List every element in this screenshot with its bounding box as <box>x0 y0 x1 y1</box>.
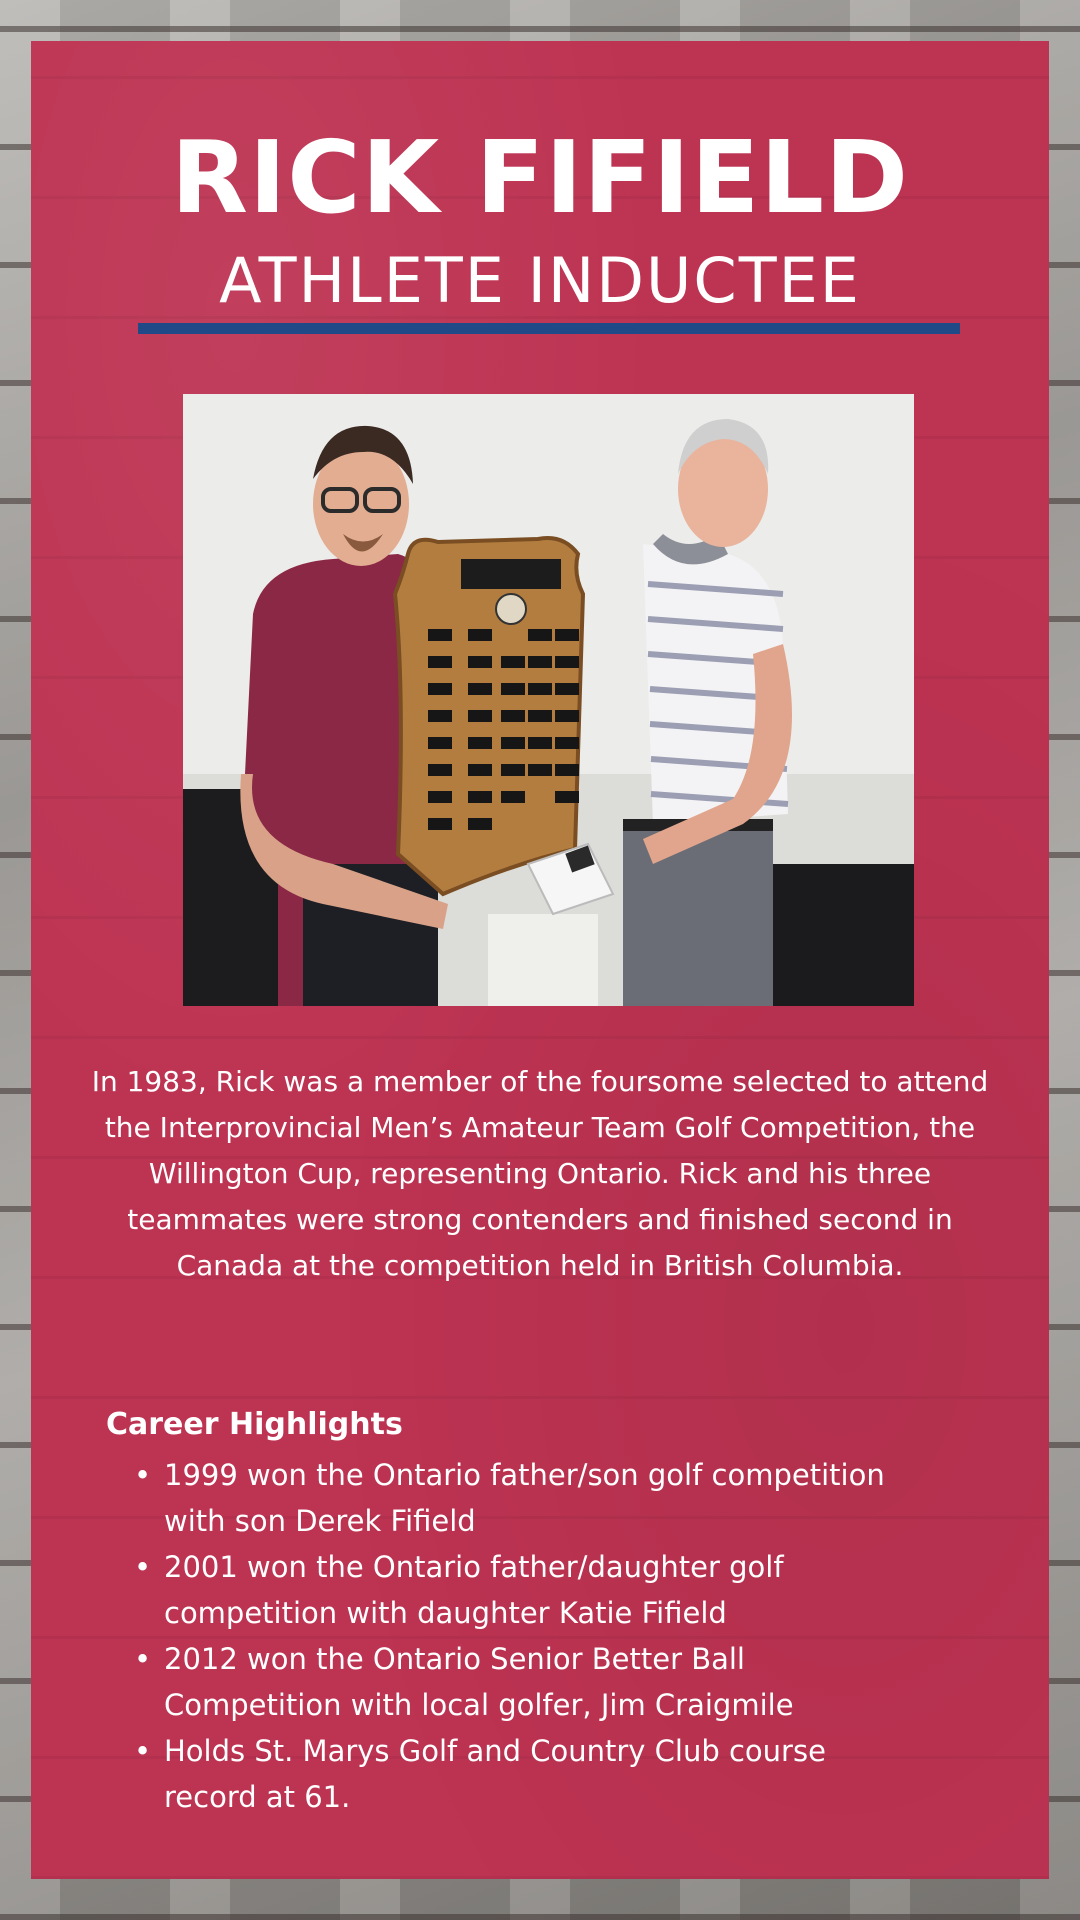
career-highlights-title: Career Highlights <box>106 1407 403 1442</box>
career-highlights-list <box>106 1452 926 1820</box>
inductee-bio: In 1983, Rick was a member of the foursome selected to attend the Interprovincial Men’s Amateur Team Golf Competition, the Willington Cup, representing Ontario. Rick and his three teammates were strong contenders and finished second in Canada at the competition held in British Columbia. <box>91 1065 989 1282</box>
title-divider <box>138 323 960 334</box>
highlight-text: 1999 won the Ontario father/son golf competition with son Derek Fifield <box>164 1458 885 1538</box>
highlight-item <box>106 1636 926 1728</box>
inductee-photo <box>183 394 914 1006</box>
bullet-icon: • <box>134 1642 152 1676</box>
bullet-icon: • <box>134 1734 152 1768</box>
highlight-item <box>106 1728 926 1820</box>
highlight-item <box>106 1544 926 1636</box>
highlight-item <box>106 1452 926 1544</box>
bullet-icon: • <box>134 1550 152 1584</box>
inductee-panel <box>31 41 1049 1879</box>
highlight-text: 2001 won the Ontario father/daughter golf competition with daughter Katie Fifield <box>164 1550 784 1630</box>
highlight-text: Holds St. Marys Golf and Country Club course record at 61. <box>164 1734 826 1814</box>
inductee-category: ATHLETE INDUCTEE <box>219 244 861 317</box>
bullet-icon: • <box>134 1458 152 1492</box>
highlight-text: 2012 won the Ontario Senior Better Ball Competition with local golfer, Jim Craigmile <box>164 1642 794 1722</box>
inductee-name: RICK FIFIELD <box>171 119 909 236</box>
